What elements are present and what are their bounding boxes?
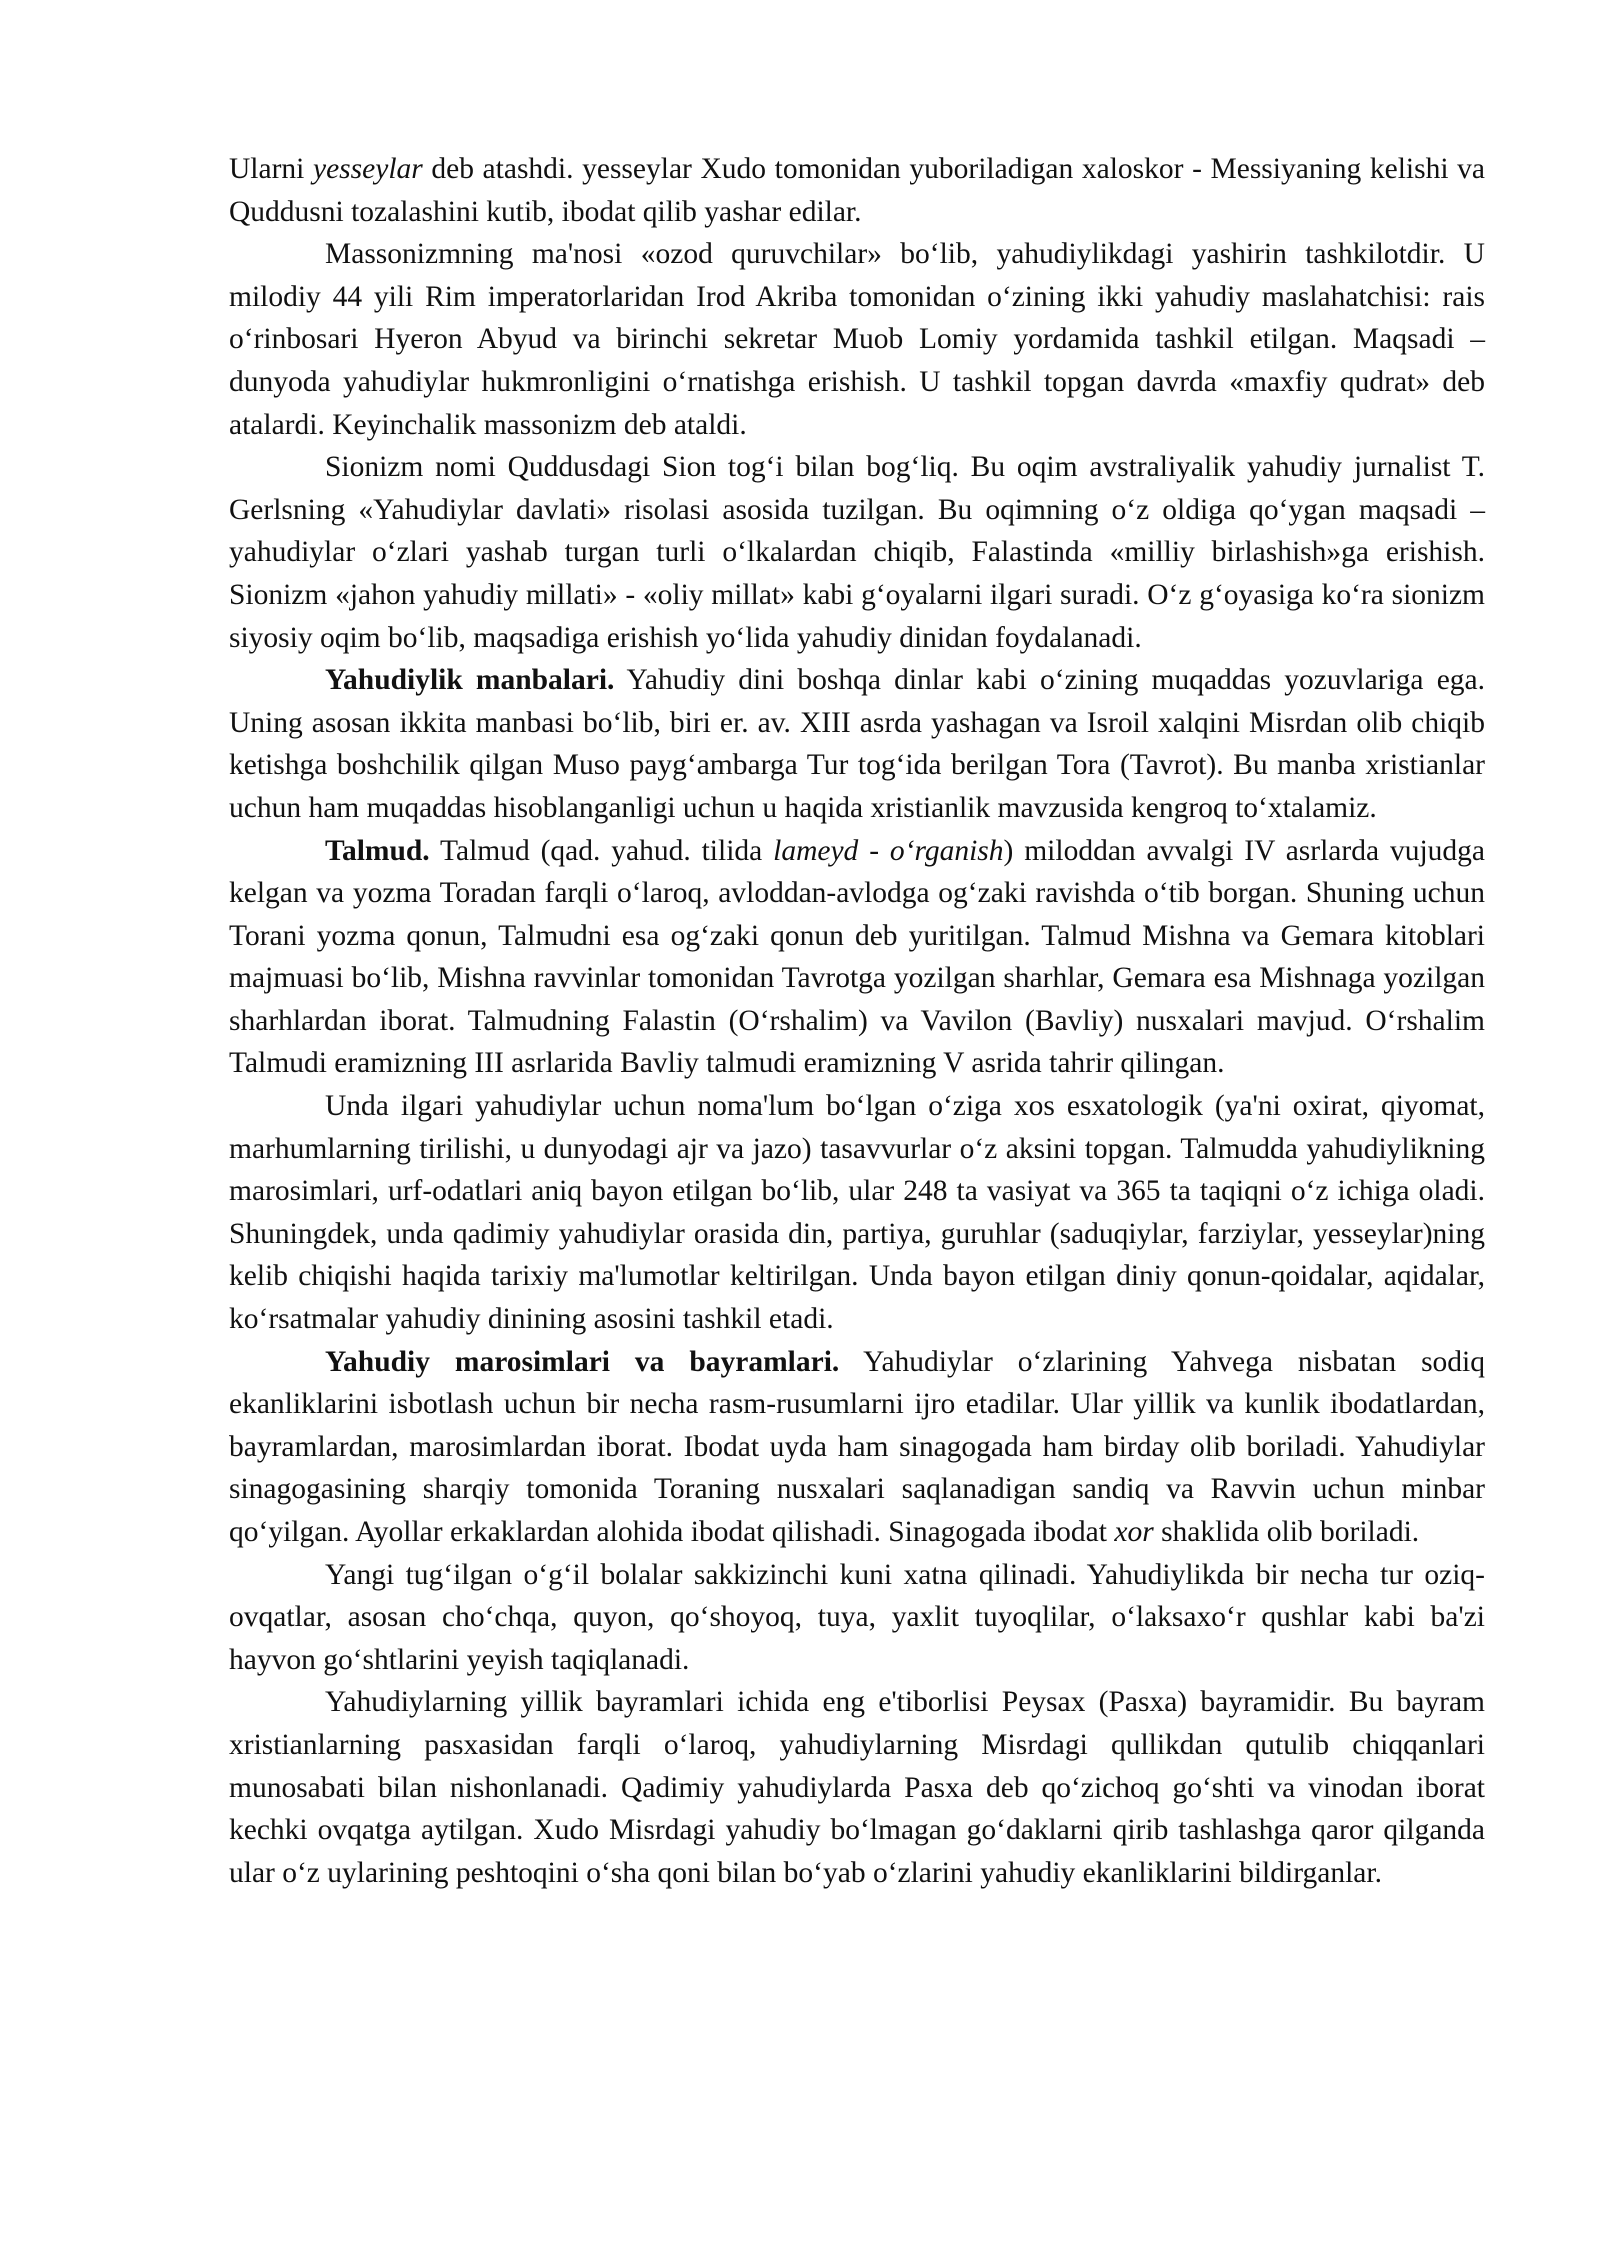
italic-term: yesseylar xyxy=(312,153,423,185)
text-run: Massonizmning ma'nosi «ozod quruvchilar» bo‘lib, yahudiylikdagi yashirin tashkilotdir. U milodiy 44 yili Rim imperatorlaridan Irod Akriba tomonidan o‘zining ikki yahudiy maslahatchisi: rais o‘rinbosari Hyeron Abyud va birinchi sekretar Muob Lomiy yordamida tashkil etilgan. Maqsadi – dunyoda yahudiylar hukmronligini o‘rnatishga erishish. U tashkil topgan davrda «maxfiy qudrat» deb atalardi. Keyinchalik massonizm deb ataldi. xyxy=(229,238,1485,441)
paragraph-talmud-content xyxy=(229,1085,1485,1341)
section-heading: Yahudiylik manbalari. xyxy=(325,664,615,697)
text-run: deb atashdi. yesseylar Xudo tomonidan yuboriladigan xaloskor - Messiyaning kelishi va Quddusni tozalashini kutib, ibodat qilib yashar edilar. xyxy=(229,153,1485,228)
text-run: Yahudiy dini boshqa dinlar kabi o‘zining muqaddas yozuvlariga ega. Uning asosan ikkita manbasi bo‘lib, biri er. av. XIII asrda yashagan va Isroil xalqini Misrdan olib chiqib ketishga boshchilik qilgan Muso payg‘ambarga Tur tog‘ida berilgan Tora (Tavrot). Bu manba xristianlar uchun ham muqaddas hisoblanganligi uchun u haqida xristianlik mavzusida kengroq to‘xtalamiz. xyxy=(229,664,1486,824)
text-run: Talmud (qad. yahud. tilida xyxy=(429,834,774,867)
text-run: Yangi tug‘ilgan o‘g‘il bolalar sakkizinchi kuni xatna qilinadi. Yahudiylikda bir necha tur oziq-ovqatlar, asosan cho‘chqa, quyon, qo‘shoyoq, tuya, yaxlit tuyoqlilar, o‘laksaxo‘r qushlar kabi ba'zi hayvon go‘shtlarini yeyish taqiqlanadi. xyxy=(229,1558,1485,1676)
paragraph-yesseylar xyxy=(229,148,1485,233)
text-run: Yahudiylar o‘zlarining Yahvega nisbatan sodiq ekanliklarini isbotlash uchun bir necha rasm-rusumlarni ijro etadilar. Ular yillik va kunlik ibodatlardan, bayramlardan, marosimlardan iborat. Ibodat uyda ham sinagogada ham birday olib boriladi. Yahudiylar sinagogasining sharqiy tomonida Toraning nusxalari saqlanadigan sandiq va Ravvin uchun minbar qo‘yilgan. Ayollar erkaklardan alohida ibodat qilishadi. Sinagogada ibodat xyxy=(229,1345,1485,1548)
document-body xyxy=(229,148,1485,1894)
paragraph-talmud xyxy=(229,830,1485,1086)
text-run: Ularni xyxy=(229,153,313,185)
section-heading: Talmud. xyxy=(325,834,430,867)
paragraph-yahudiylik-manbalari xyxy=(229,659,1485,829)
paragraph-xatna xyxy=(229,1554,1485,1682)
text-run: Sionizm nomi Quddusdagi Sion tog‘i bilan bog‘liq. Bu oqim avstraliyalik yahudiy jurnalist T. Gerlsning «Yahudiylar davlati» risolasi asosida tuzilgan. Bu oqimning o‘z oldiga qo‘ygan maqsadi – yahudiylar o‘zlari yashab turgan turli o‘lkalardan chiqib, Falastinda «milliy birlashish»ga erishish. Sionizm «jahon yahudiy millati» - «oliy millat» kabi g‘oyalarni ilgari suradi. O‘z g‘oyasiga ko‘ra sionizm siyosiy oqim bo‘lib, maqsadiga erishish yo‘lida yahudiy dinidan foydalanadi. xyxy=(229,451,1485,654)
text-run: Yahudiylarning yillik bayramlari ichida eng e'tiborlisi Peysax (Pasxa) bayramidir. Bu bayram xristianlarning pasxasidan farqli o‘laroq, yahudiylarning Misrdagi qullikdan qutulib chiqqanlari munosabati bilan nishonlanadi. Qadimiy yahudiylarda Pasxa deb qo‘zichoq go‘shti va vinodan iborat kechki ovqatga aytilgan. Xudo Misrdagi yahudiy bo‘lmagan go‘daklarni qirib tashlashga qaror qilganda ular o‘z uylarining peshtoqini o‘sha qoni bilan bo‘yab o‘zlarini yahudiy ekanliklarini bildirganlar. xyxy=(229,1686,1485,1889)
section-heading: Yahudiy marosimlari va bayramlari. xyxy=(325,1345,840,1378)
paragraph-marosimlar xyxy=(229,1341,1485,1554)
italic-term: xor xyxy=(1114,1516,1154,1548)
paragraph-peysax xyxy=(229,1681,1485,1894)
text-run: ) miloddan avvalgi IV asrlarda vujudga kelgan va yozma Toradan farqli o‘laroq, avloddan-avlodga og‘zaki ravishda o‘tib borgan. Shuning uchun Torani yozma qonun, Talmudni esa og‘zaki qonun deb yuritilgan. Talmud Mishna va Gemara kitoblari majmuasi bo‘lib, Mishna ravvinlar tomonidan Tavrotga yozilgan sharhlar, Gemara esa Mishnaga yozilgan sharhlardan iborat. Talmudning Falastin (O‘rshalim) va Vavilon (Bavliy) nusxalari mavjud. O‘rshalim Talmudi eramizning III asrlarida Bavliy talmudi eramizning V asrida tahrir qilingan. xyxy=(229,834,1485,1080)
paragraph-massonizm xyxy=(229,233,1485,446)
text-run: Unda ilgari yahudiylar uchun noma'lum bo‘lgan o‘ziga xos esxatologik (ya'ni oxirat, qiyomat, marhumlarning tirilishi, u dunyodagi ajr va jazo) tasavvurlar o‘z aksini topgan. Talmudda yahudiylikning marosimlari, urf-odatlari aniq bayon etilgan bo‘lib, ular 248 ta vasiyat va 365 ta taqiqni o‘z ichiga oladi. Shuningdek, unda qadimiy yahudiylar orasida din, partiya, guruhlar (saduqiylar, farziylar, yesseylar)ning kelib chiqishi haqida tarixiy ma'lumotlar keltirilgan. Unda bayon etilgan diniy qonun-qoidalar, aqidalar, ko‘rsatmalar yahudiy dinining asosini tashkil etadi. xyxy=(229,1090,1485,1336)
paragraph-sionizm xyxy=(229,446,1485,659)
italic-term: lameyd - o‘rganish xyxy=(773,834,1004,867)
text-run: shaklida olib boriladi. xyxy=(1153,1516,1420,1548)
